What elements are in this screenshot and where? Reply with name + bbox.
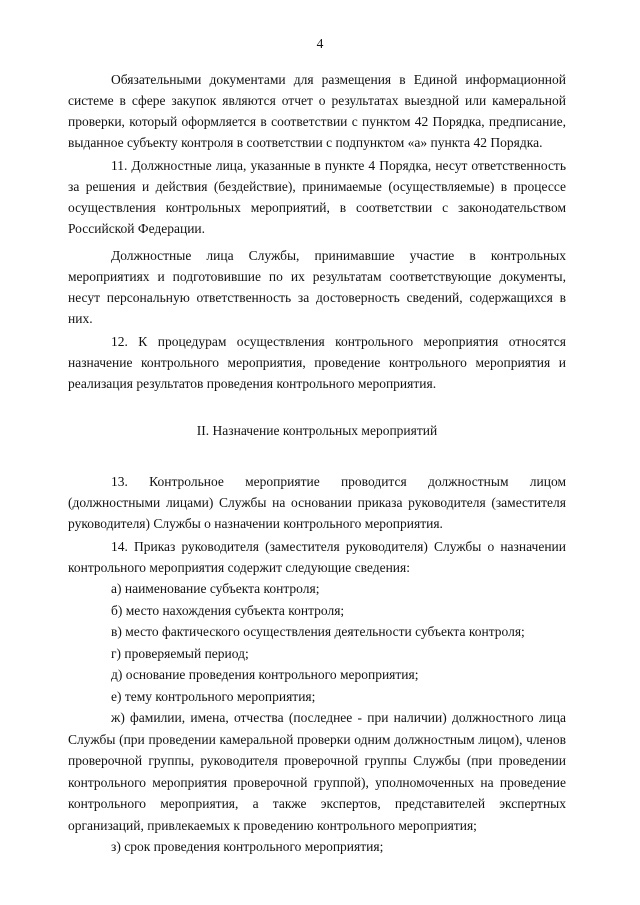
paragraph-14: 14. Приказ руководителя (заместителя руководителя) Службы о назначении контрольного мероприятия содержит следующие сведения: bbox=[68, 539, 566, 575]
list-item-v: в) место фактического осуществления деятельности субъекта контроля; bbox=[111, 624, 525, 639]
page-number: 4 bbox=[316, 36, 324, 51]
paragraph-officials-responsibility: Должностные лица Службы, принимавшие участие в контрольных мероприятиях и подготовившие по их результатам соответствующие документы, несут персональную ответственность за достоверность сведений, содержащихся в них. bbox=[68, 248, 566, 326]
list-item-d: д) основание проведения контрольного мероприятия; bbox=[111, 667, 419, 682]
list-item-zh: ж) фамилии, имена, отчества (последнее - при наличии) должностного лица Службы (при проведении камеральной проверки одним должностным лицом), членов проверочной группы, руководителя проверочной группы Службы (при проведении контрольного мероприятия проверочной группой), уполномоченных на проведение контрольного мероприятия, а также экспертов, представителей экспертных организаций, привлекаемых к проведению контрольного мероприятия; bbox=[68, 710, 566, 833]
list-item-z: з) срок проведения контрольного мероприятия; bbox=[111, 839, 384, 854]
paragraph-13: 13. Контрольное мероприятие проводится должностным лицом (должностными лицами) Службы на основании приказа руководителя (заместителя руководителя) Службы о назначении контрольного мероприятия. bbox=[68, 474, 566, 531]
paragraph-mandatory-documents: Обязательными документами для размещения в Единой информационной системе в сфере закупок являются отчет о результатах выездной или камеральной проверки, который оформляется в соответствии с пунктом 42 Порядка, предписание, выданное субъекту контроля в соответствии с подпунктом «а» пункта 42 Порядка. bbox=[68, 72, 566, 150]
paragraph-11: 11. Должностные лица, указанные в пункте 4 Порядка, несут ответственность за решения и действия (бездействие), принимаемые (осуществляемые) в процессе осуществления контрольных мероприятий, в соответствии с законодательством Российской Федерации. bbox=[68, 158, 566, 236]
list-item-e: е) тему контрольного мероприятия; bbox=[111, 688, 316, 704]
list-item-a: а) наименование субъекта контроля; bbox=[111, 581, 320, 596]
section-heading: II. Назначение контрольных мероприятий bbox=[196, 423, 438, 438]
paragraph-12: 12. К процедурам осуществления контрольного мероприятия относятся назначение контрольного мероприятия, проведение контрольного мероприятия и реализация результатов проведения контрольного мероприятия. bbox=[68, 334, 566, 391]
list-item-b: б) место нахождения субъекта контроля; bbox=[111, 602, 345, 618]
document-body bbox=[68, 69, 566, 858]
list-item-g: г) проверяемый период; bbox=[111, 645, 249, 661]
